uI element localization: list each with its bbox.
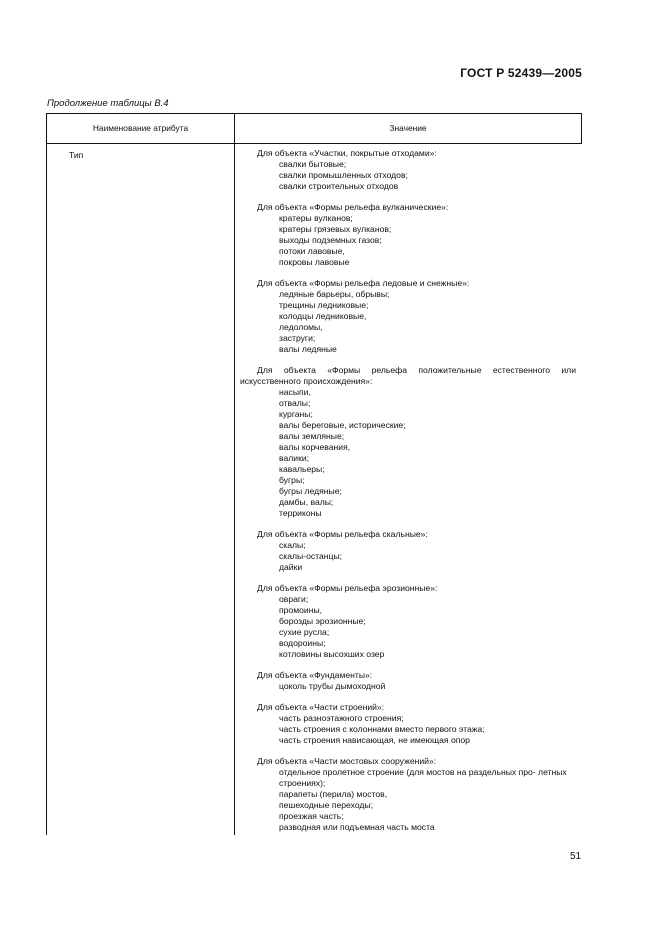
list-item: котловины высохших озер bbox=[279, 649, 385, 659]
list-item: часть строения с колоннами вместо первого этажа; bbox=[279, 724, 485, 734]
list-item: валы земляные; bbox=[279, 431, 345, 441]
page-number: 51 bbox=[570, 851, 582, 862]
list-item: разводная или подъемная часть моста bbox=[279, 822, 435, 832]
group-label: Для объекта «Формы рельефа скальные»: bbox=[257, 529, 428, 539]
group-label: Для объекта «Формы рельефа положительные естественного или искусственного происхождения»: bbox=[240, 365, 576, 386]
list-item: потоки лавовые, bbox=[279, 246, 345, 256]
list-item: валы корчевания, bbox=[279, 442, 351, 452]
group-label: Для объекта «Формы рельефа эрозионные»: bbox=[257, 583, 438, 593]
group-label: Для объекта «Формы рельефа вулканические»: bbox=[257, 202, 449, 212]
list-item: дайки bbox=[279, 562, 303, 572]
list-item: дамбы, валы; bbox=[279, 497, 334, 507]
list-item: пешеходные переходы; bbox=[279, 800, 373, 810]
list-item: свалки промышленных отходов; bbox=[279, 170, 408, 180]
list-item: отвалы; bbox=[279, 398, 311, 408]
table-caption: Продолжение таблицы В.4 bbox=[47, 98, 169, 109]
list-item: насыпи, bbox=[279, 387, 311, 397]
list-item: парапеты (перила) мостов, bbox=[279, 789, 388, 799]
list-item: бугры; bbox=[279, 475, 305, 485]
list-item: валы ледяные bbox=[279, 344, 337, 354]
table-left-border bbox=[46, 113, 47, 835]
value-group bbox=[240, 529, 576, 573]
table-top-border bbox=[46, 113, 582, 114]
table-right-border bbox=[581, 113, 582, 144]
list-item: борозды эрозионные; bbox=[279, 616, 366, 626]
table-column-divider bbox=[234, 113, 235, 835]
column-header-attribute-name: Наименование атрибута bbox=[92, 123, 189, 133]
list-item: промоины, bbox=[279, 605, 323, 615]
list-item: ледоломы, bbox=[279, 322, 323, 332]
group-label: Для объекта «Формы рельефа ледовые и снежные»: bbox=[257, 278, 470, 288]
list-item: выходы подземных газов; bbox=[279, 235, 382, 245]
list-item: часть строения нависающая, не имеющая опор bbox=[279, 735, 470, 745]
list-item: заструги; bbox=[279, 333, 316, 343]
group-label: Для объекта «Фундаменты»: bbox=[257, 670, 373, 680]
value-group bbox=[240, 670, 576, 692]
value-group bbox=[240, 278, 576, 355]
list-item: проезжая часть; bbox=[279, 811, 344, 821]
list-item: кратеры грязевых вулканов; bbox=[279, 224, 392, 234]
list-item: свалки бытовые; bbox=[279, 159, 347, 169]
list-item: терриконы bbox=[279, 508, 322, 518]
value-group bbox=[240, 756, 576, 833]
value-group bbox=[240, 583, 576, 660]
list-item: отдельное пролетное строение (для мостов на раздельных про- летных строениях); bbox=[279, 767, 567, 788]
list-item: покровы лавовые bbox=[279, 257, 350, 267]
group-label: Для объекта «Части мостовых сооружений»: bbox=[257, 756, 437, 766]
document-code-header: ГОСТ Р 52439—2005 bbox=[460, 66, 582, 80]
list-item: колодцы ледниковые, bbox=[279, 311, 367, 321]
column-header-value: Значение bbox=[389, 123, 427, 133]
list-item: кратеры вулканов; bbox=[279, 213, 353, 223]
group-label: Для объекта «Участки, покрытые отходами»: bbox=[257, 148, 437, 158]
list-item: цоколь трубы дымоходной bbox=[279, 681, 386, 691]
list-item: валики; bbox=[279, 453, 310, 463]
list-item: скалы-останцы; bbox=[279, 551, 343, 561]
list-item: бугры ледяные; bbox=[279, 486, 342, 496]
value-group bbox=[240, 365, 576, 519]
list-item: трещины ледниковые; bbox=[279, 300, 369, 310]
list-item: кавальеры; bbox=[279, 464, 325, 474]
list-item: скалы; bbox=[279, 540, 306, 550]
list-item: часть разноэтажного строения; bbox=[279, 713, 404, 723]
list-item: водороины; bbox=[279, 638, 326, 648]
value-group bbox=[240, 148, 576, 192]
value-group bbox=[240, 702, 576, 746]
attribute-name-cell: Тип bbox=[69, 150, 84, 160]
table-header-divider bbox=[46, 143, 582, 144]
list-item: ледяные барьеры, обрывы; bbox=[279, 289, 390, 299]
group-label: Для объекта «Части строений»: bbox=[257, 702, 385, 712]
list-item: свалки строительных отходов bbox=[279, 181, 399, 191]
list-item: сухие русла; bbox=[279, 627, 330, 637]
list-item: валы береговые, исторические; bbox=[279, 420, 406, 430]
value-cell bbox=[240, 148, 576, 843]
value-group bbox=[240, 202, 576, 268]
list-item: курганы; bbox=[279, 409, 313, 419]
list-item: овраги; bbox=[279, 594, 309, 604]
